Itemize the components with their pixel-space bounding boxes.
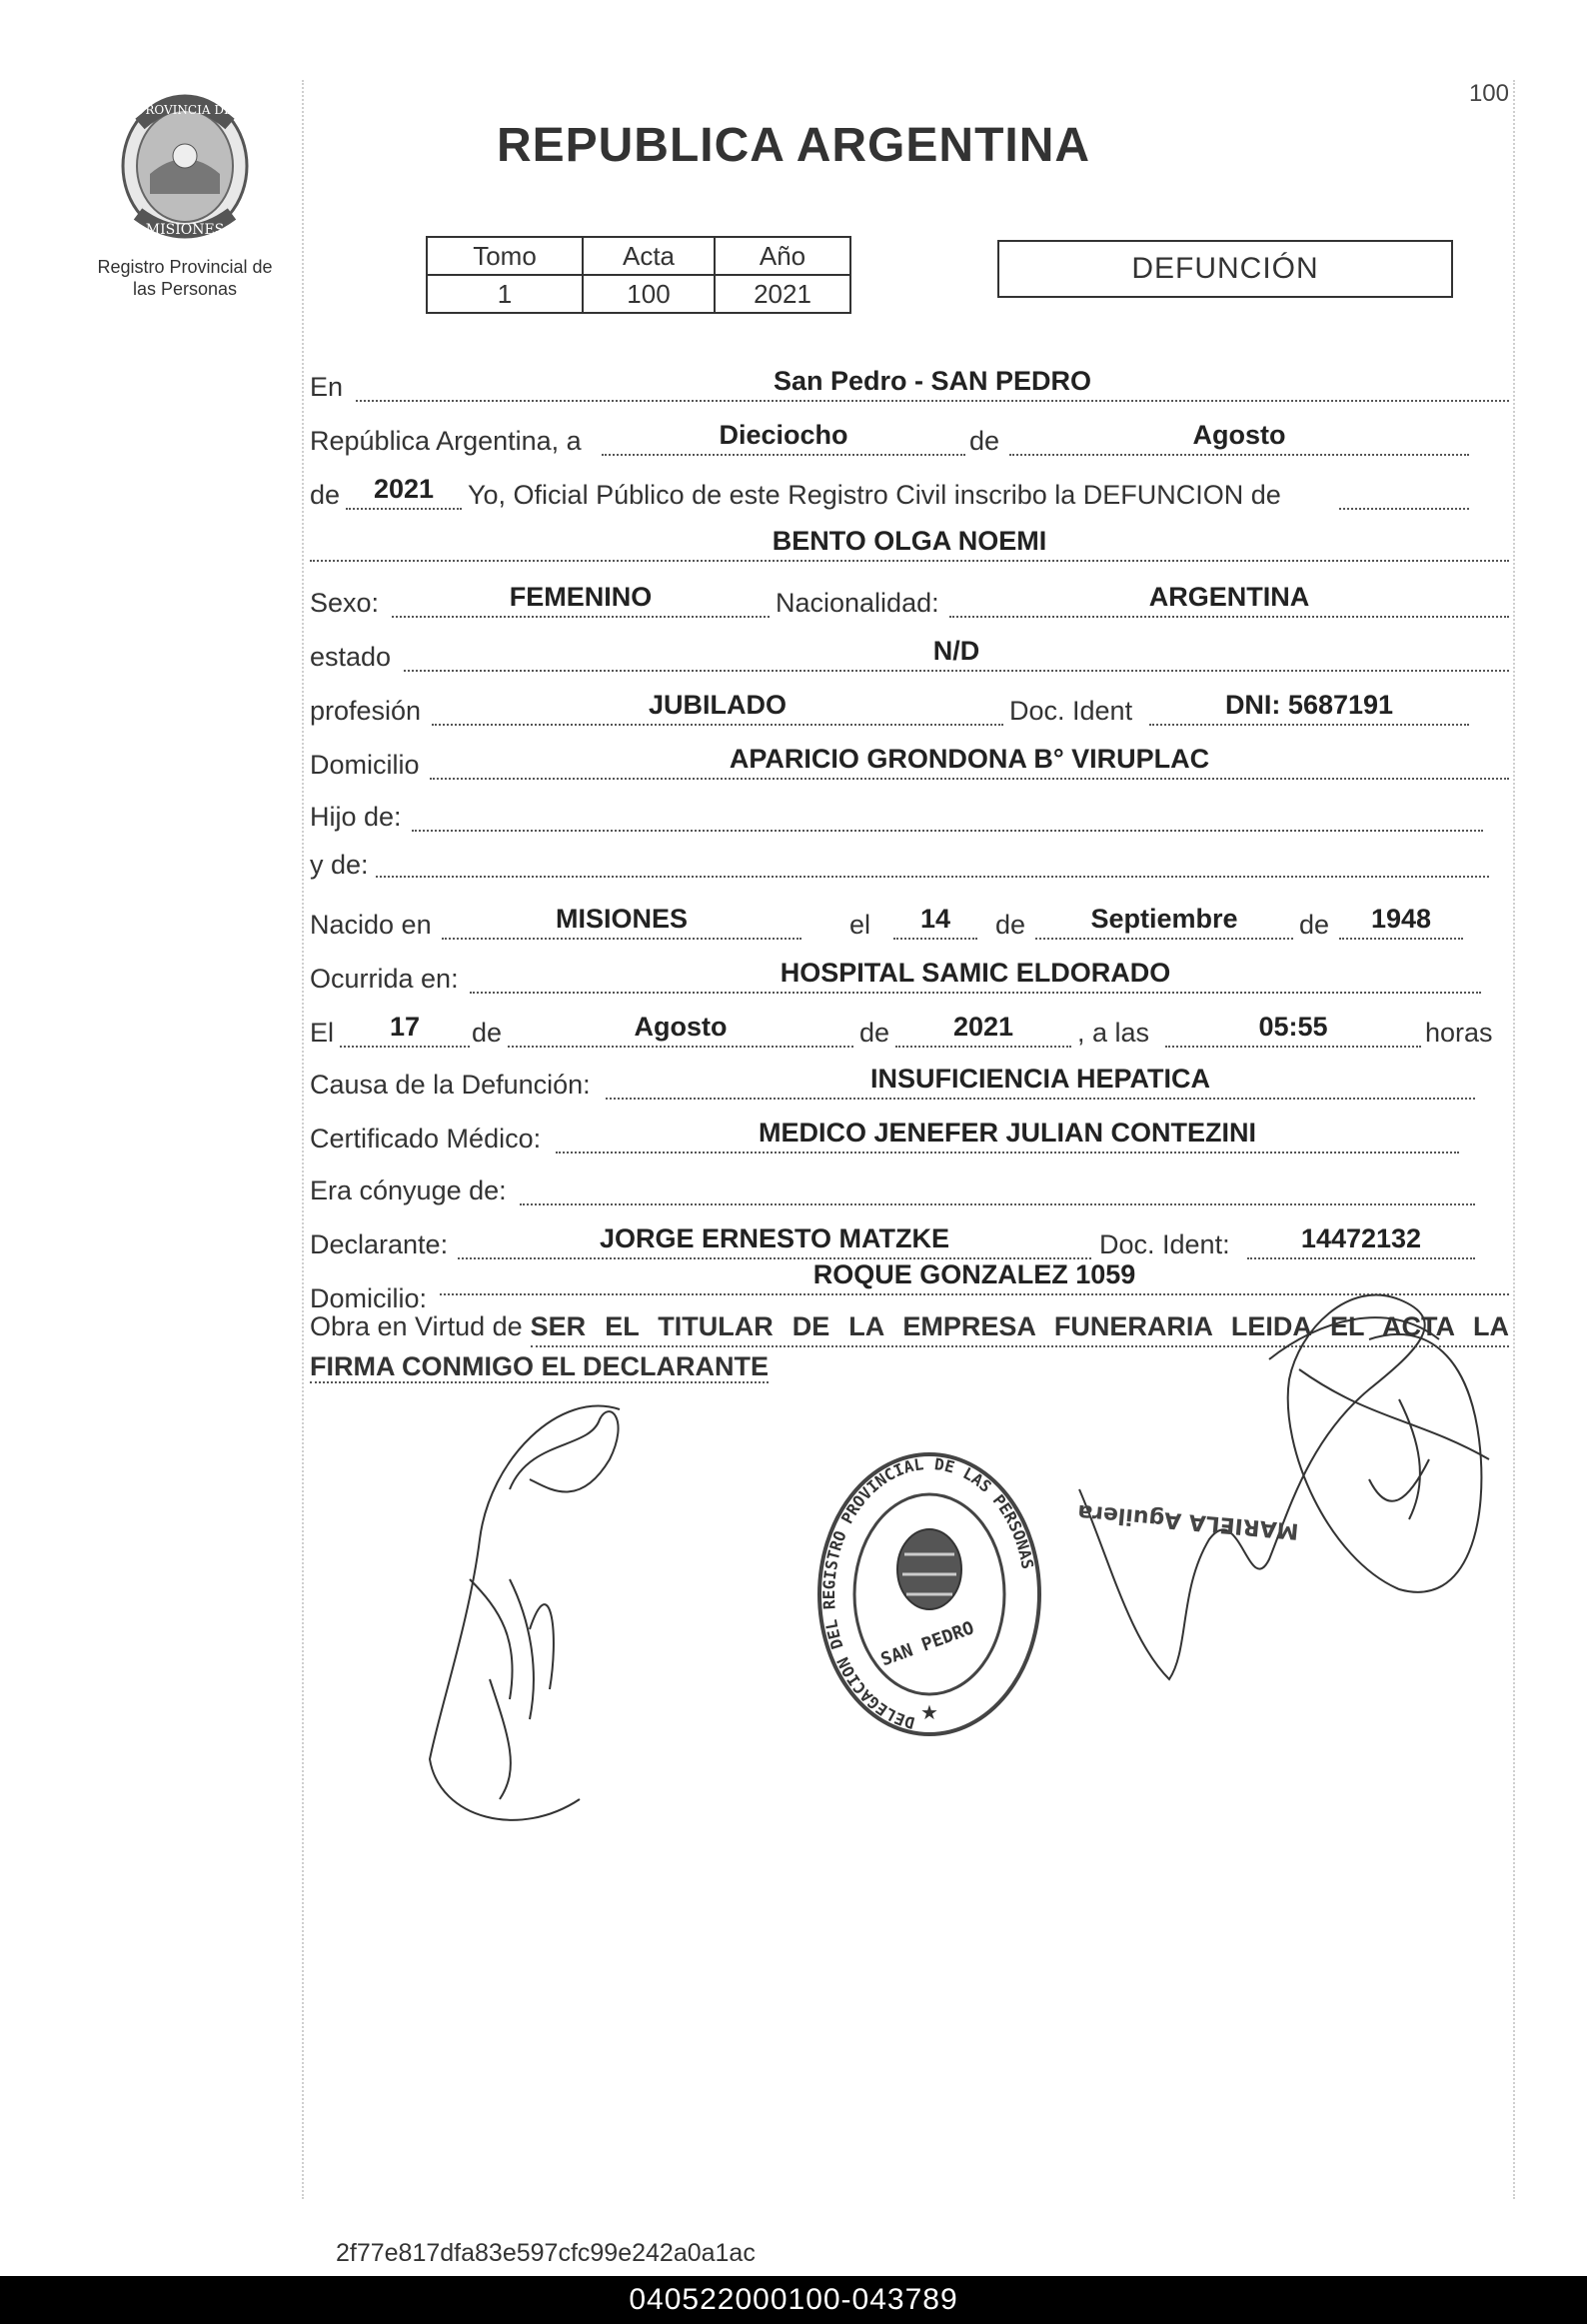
table-value-tomo: 1 <box>427 275 583 313</box>
svg-text:PROVINCIA DE: PROVINCIA DE <box>137 103 233 117</box>
label-de-5: de <box>472 1018 503 1048</box>
field-nombre: BENTO OLGA NOEMI <box>310 526 1509 562</box>
label-a-las: , a las <box>1077 1018 1150 1048</box>
field-profesion: JUBILADO <box>432 690 1003 726</box>
field-causa: INSUFICIENCIA HEPATICA <box>606 1064 1475 1100</box>
field-nacido-anio: 1948 <box>1339 904 1463 940</box>
field-hijo-de <box>412 796 1483 832</box>
label-sexo: Sexo: <box>310 588 380 618</box>
field-fallec-anio: 2021 <box>895 1012 1071 1048</box>
signature-left-icon <box>380 1379 680 1829</box>
field-dia-inscripcion: Dieciocho <box>602 420 965 456</box>
label-ocurrida-en: Ocurrida en: <box>310 964 459 994</box>
label-obra: Obra en Virtud de <box>310 1311 523 1341</box>
table-header-acta: Acta <box>583 237 715 275</box>
label-declarante: Declarante: <box>310 1229 449 1259</box>
field-sexo: FEMENINO <box>392 582 770 618</box>
margin-guide-left <box>302 80 304 2199</box>
label-certificado: Certificado Médico: <box>310 1124 542 1154</box>
label-nacido-en: Nacido en <box>310 910 432 940</box>
margin-guide-right <box>1513 80 1515 2199</box>
field-certificado: MEDICO JENEFER JULIAN CONTEZINI <box>556 1118 1459 1154</box>
field-declarante: JORGE ERNESTO MATZKE <box>458 1223 1091 1259</box>
label-profesion: profesión <box>310 696 422 726</box>
label-domicilio: Domicilio <box>310 750 420 780</box>
field-nacionalidad: ARGENTINA <box>949 582 1509 618</box>
svg-text:MISIONES: MISIONES <box>145 222 225 238</box>
label-domicilio-2: Domicilio: <box>310 1283 428 1313</box>
label-hijo-de: Hijo de: <box>310 802 402 832</box>
page-title: REPUBLICA ARGENTINA <box>496 119 1091 172</box>
label-el-cap: El <box>310 1018 335 1048</box>
label-doc-ident-2: Doc. Ident: <box>1099 1229 1230 1259</box>
field-domicilio: APARICIO GRONDONA B° VIRUPLAC <box>430 744 1509 780</box>
barcode-footer: 040522000100-043789 <box>0 2276 1587 2324</box>
field-fallec-hora: 05:55 <box>1165 1012 1421 1048</box>
label-doc-ident: Doc. Ident <box>1009 696 1133 726</box>
label-de-1: de <box>969 426 1000 456</box>
document-type-box: DEFUNCIÓN <box>997 240 1453 298</box>
field-nacido-dia: 14 <box>893 904 977 940</box>
field-declarante-domicilio: ROQUE GONZALEZ 1059 <box>440 1259 1509 1295</box>
field-blank-continuation <box>1339 474 1469 510</box>
label-de-6: de <box>859 1018 890 1048</box>
field-ocurrida-en: HOSPITAL SAMIC ELDORADO <box>470 958 1481 994</box>
field-nacido-mes: Septiembre <box>1035 904 1293 940</box>
field-fallec-mes: Agosto <box>508 1012 853 1048</box>
page-number: 100 <box>1468 80 1509 107</box>
field-doc-ident: DNI: 5687191 <box>1149 690 1469 726</box>
field-fallec-dia: 17 <box>340 1012 470 1048</box>
tomo-acta-anio-table <box>426 236 851 314</box>
document-hash: 2f77e817dfa83e597cfc99e242a0a1ac <box>336 2239 756 2267</box>
label-causa: Causa de la Defunción: <box>310 1070 591 1100</box>
official-stamp-icon <box>814 1444 1044 1744</box>
svg-text:★: ★ <box>920 1700 938 1724</box>
field-obra-line1: SER EL TITULAR DE LA EMPRESA FUNERARIA LEIDA EL ACTA LA <box>531 1307 1509 1347</box>
label-y-de: y de: <box>310 850 369 880</box>
field-mes-inscripcion: Agosto <box>1009 420 1469 456</box>
svg-text:MARIELA Aguilera: MARIELA Aguilera <box>1076 1498 1300 1543</box>
label-de-3: de <box>995 910 1026 940</box>
table-header-anio: Año <box>715 237 850 275</box>
field-y-de <box>376 842 1489 878</box>
table-value-acta: 100 <box>583 275 715 313</box>
svg-text:DELEGACION DEL REGISTRO PROVIN: DELEGACION DEL REGISTRO PROVINCIAL DE LAS PERSONAS <box>819 1453 1038 1733</box>
label-estado: estado <box>310 642 392 672</box>
table-header-tomo: Tomo <box>427 237 583 275</box>
field-nacido-en: MISIONES <box>442 904 801 940</box>
label-conyuge: Era cónyuge de: <box>310 1175 507 1205</box>
label-de-2: de <box>310 480 341 510</box>
label-yo-oficial: Yo, Oficial Público de este Registro Civil inscribo la DEFUNCION de <box>468 480 1281 510</box>
label-en: En <box>310 372 344 402</box>
field-anio-inscripcion: 2021 <box>346 474 462 510</box>
table-value-anio: 2021 <box>715 275 850 313</box>
label-horas: horas <box>1425 1018 1493 1048</box>
svg-text:SAN PEDRO: SAN PEDRO <box>877 1617 977 1671</box>
label-el: el <box>849 910 871 940</box>
field-estado: N/D <box>404 636 1509 672</box>
label-nacionalidad: Nacionalidad: <box>776 588 939 618</box>
field-declarante-doc: 14472132 <box>1247 1223 1475 1259</box>
field-lugar: San Pedro - SAN PEDRO <box>356 366 1509 402</box>
label-republica: República Argentina, a <box>310 426 582 456</box>
field-conyuge <box>520 1169 1475 1205</box>
registry-label: Registro Provincial de las Personas <box>97 257 273 299</box>
signature-right-icon <box>1069 1259 1509 1719</box>
field-obra-line2: FIRMA CONMIGO EL DECLARANTE <box>310 1351 769 1381</box>
label-de-4: de <box>1299 910 1330 940</box>
